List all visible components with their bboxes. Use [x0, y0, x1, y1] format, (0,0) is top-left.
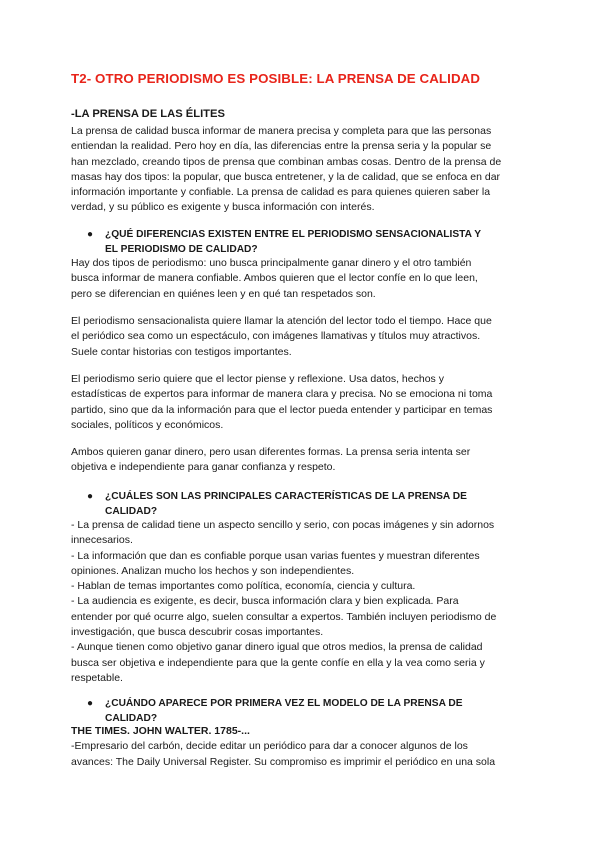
- list-line: investigación, que busca descubrir cosas importantes.: [71, 626, 324, 639]
- list-line: busca ser objetiva e independiente para que la gente confíe en ella y la vea como seria y: [71, 656, 485, 669]
- list-line: - Aunque tienen como objetivo ganar dinero igual que otros medios, la prensa de calidad: [71, 641, 483, 654]
- question-line: ¿CUÁNDO APARECE POR PRIMERA VEZ EL MODELO DE LA PRENSA DE: [105, 698, 463, 709]
- list-line: - La prensa de calidad tiene un aspecto sencillo y serio, con pocas imágenes y sin adornos: [71, 519, 495, 531]
- question-line: CALIDAD?: [105, 713, 158, 725]
- bullet-icon: ●: [87, 698, 94, 709]
- list-line: innecesarios.: [71, 534, 133, 547]
- q1-paragraph-1: [71, 256, 531, 302]
- text-line: Ambos quieren ganar dinero, pero usan diferentes formas. La prensa seria intenta ser: [71, 446, 471, 458]
- q1-paragraph-4: [71, 445, 531, 476]
- q1-paragraph-3: [71, 372, 531, 433]
- q2-characteristics-list: [71, 518, 531, 686]
- text-line: entiendan la realidad. Pero hoy en día, las diferencias entre la prensa seria y la popular se: [71, 140, 492, 153]
- text-line: El periodismo serio quiere que el lector piense y reflexione. Usa datos, hechos y: [71, 373, 444, 385]
- text-line: sociales, políticos y económicos.: [71, 418, 224, 431]
- text-line: La prensa de calidad busca informar de manera precisa y completa para que las personas: [71, 125, 492, 137]
- list-line: entender por qué ocurre algo, suelen consultar a expertos. También incluyen periodismo de: [71, 610, 497, 623]
- list-line: opiniones. Analizan mucho los hechos y son independientes.: [71, 564, 355, 577]
- times-subheading: THE TIMES. JOHN WALTER. 1785-...: [71, 725, 250, 737]
- text-line: han mezclado, creando tipos de prensa que combinan ambas cosas. Dentro de la prensa de: [71, 155, 502, 168]
- text-line: estadísticas de expertos para informar de manera clara y precisa. No se emociona ni toma: [71, 388, 493, 401]
- text-line: verdad, y su público es exigente y busca información con interés.: [71, 201, 375, 214]
- question-line: ¿QUÉ DIFERENCIAS EXISTEN ENTRE EL PERIODISMO SENSACIONALISTA Y: [105, 229, 482, 240]
- q3-paragraph: [71, 724, 531, 770]
- list-line: - La audiencia es exigente, es decir, busca información clara y bien explicada. Para: [71, 595, 459, 608]
- text-line: el periódico sea como un espectáculo, con imágenes llamativas y títulos muy atractivos.: [71, 330, 481, 343]
- question-line: EL PERIODISMO DE CALIDAD?: [105, 244, 258, 256]
- list-line: - La información que dan es confiable porque usan varias fuentes y muestran diferentes: [71, 549, 480, 562]
- text-line: partido, sino que da la información para que el lector pueda entender y participar en temas: [71, 403, 493, 416]
- text-line: Hay dos tipos de periodismo: uno busca principalmente ganar dinero y el otro también: [71, 257, 472, 269]
- question-line: CALIDAD?: [105, 506, 158, 518]
- bullet-icon: ●: [87, 229, 94, 240]
- text-line: información importante y confiable. La prensa de calidad es para quienes quieren saber la: [71, 186, 491, 199]
- text-line: -Empresario del carbón, decide editar un periódico para dar a conocer algunos de los: [71, 740, 468, 753]
- text-line: busca informar de manera confiable. Ambos quieren que el lector confíe en lo que leen,: [71, 272, 478, 285]
- text-line: pero se diferencian en quiénes leen y en qué tan respetados son.: [71, 287, 376, 300]
- bullet-icon: ●: [87, 491, 94, 502]
- text-line: Suele contar historias con testigos importantes.: [71, 345, 292, 358]
- text-line: objetiva e independiente para ganar confianza y respeto.: [71, 461, 336, 474]
- list-line: respetable.: [71, 671, 123, 684]
- list-line: - Hablan de temas importantes como política, economía, ciencia y cultura.: [71, 580, 416, 593]
- text-line: masas hay dos tipos: la popular, que busca entretener, y la de calidad, que se enfoca en dar: [71, 170, 501, 183]
- q1-paragraph-2: [71, 314, 531, 360]
- section-elites-paragraph: [71, 124, 531, 216]
- text-line: El periodismo sensacionalista quiere llamar la atención del lector todo el tiempo. Hace que: [71, 315, 492, 327]
- document-title: T2- OTRO PERIODISMO ES POSIBLE: LA PRENSA DE CALIDAD: [71, 71, 481, 86]
- section-heading-elites: -LA PRENSA DE LAS ÉLITES: [71, 108, 225, 120]
- text-line: avances: The Daily Universal Register. Su compromiso es imprimir el periódico en una sola: [71, 755, 496, 768]
- question-line: ¿CUÁLES SON LAS PRINCIPALES CARACTERÍSTICAS DE LA PRENSA DE: [105, 491, 467, 502]
